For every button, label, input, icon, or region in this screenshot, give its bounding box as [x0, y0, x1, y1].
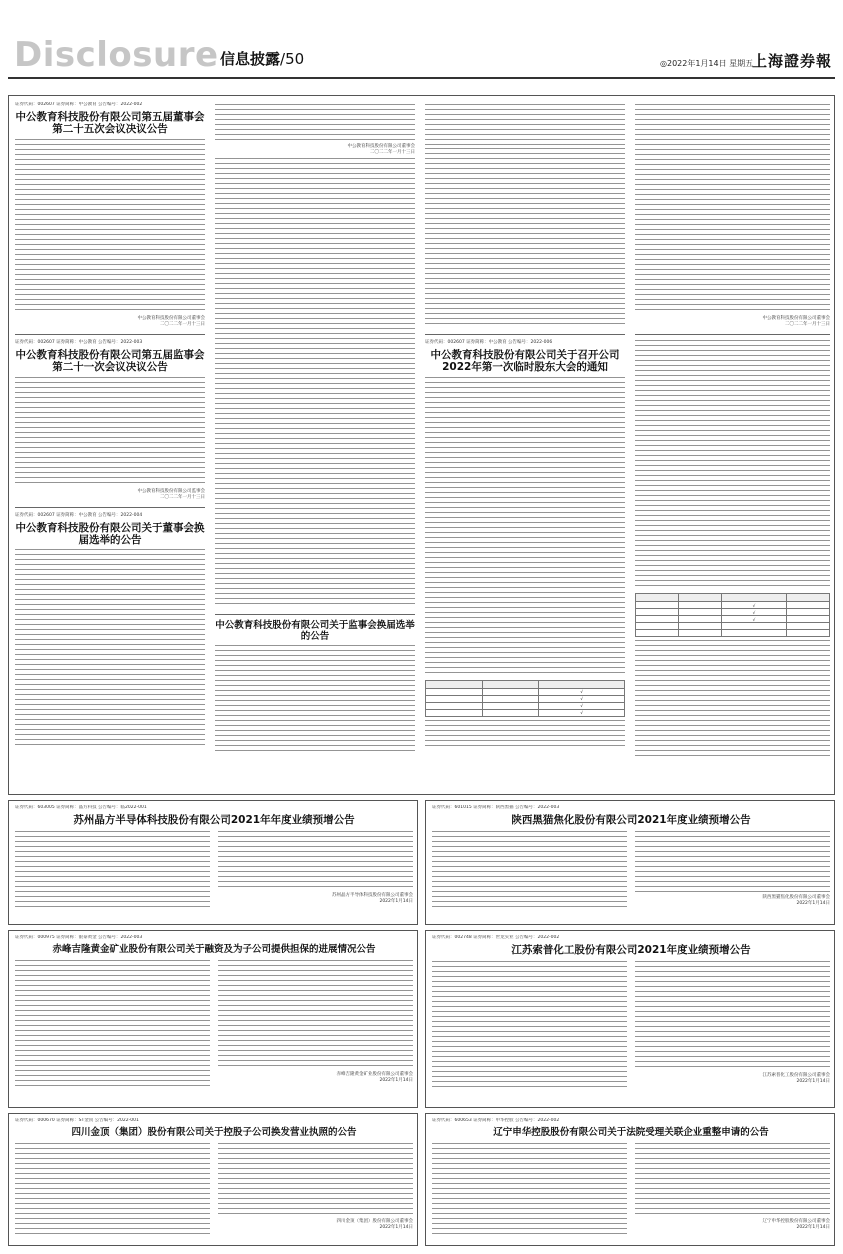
article-meta: 证券代码：603005 证券简称：晶方科技 公告编号：临2022-001 — [15, 805, 147, 810]
article-body-text — [15, 1143, 210, 1235]
article-body-text — [635, 640, 830, 760]
article-body-text — [15, 549, 205, 749]
article-meta: 证券代码：000975 证券简称：银泰黄金 公告编号：2022-003 — [15, 935, 143, 940]
article-signature: 中公教育科技股份有限公司监事会 二〇二二年一月十三日 — [137, 488, 205, 500]
newspaper-name: 上海證券報 — [752, 52, 833, 70]
article-signature: 辽宁申华控股股份有限公司董事会 2022年1月14日 — [762, 1219, 830, 1231]
article-meta: 证券代码：002748 证券简称：世龙实业 公告编号：2022-002 — [432, 935, 560, 940]
article-body-text — [635, 961, 830, 1071]
article-divider — [635, 334, 830, 335]
article-body-text — [215, 104, 415, 142]
section-name: 信息披露 — [220, 50, 281, 68]
article-body-text — [425, 377, 625, 677]
article-signature: 赤峰吉隆黄金矿业股份有限公司董事会 2022年1月14日 — [336, 1072, 413, 1084]
article-body-text — [15, 377, 205, 487]
notice-content — [15, 935, 413, 1105]
column-3 — [425, 102, 625, 790]
article-title: 中公教育科技股份有限公司关于监事会换届选举的公告 — [215, 620, 415, 643]
article-divider — [15, 334, 205, 335]
article-title: 中公教育科技股份有限公司第五届董事会第二十五次会议决议公告 — [15, 111, 205, 136]
column-4 — [635, 102, 830, 790]
jingfang-notice-block — [8, 800, 418, 925]
check-mark: √ — [539, 702, 625, 709]
article-body-text — [635, 831, 830, 893]
check-mark: √ — [721, 616, 786, 623]
article-meta: 证券代码：002607 证券简称：中公教育 公告编号：2022-006 — [425, 340, 553, 345]
page-number: /50 — [280, 50, 305, 68]
article-title: 辽宁申华控股股份有限公司关于法院受理关联企业重整申请的公告 — [493, 1127, 769, 1138]
article-title: 陕西黑猫焦化股份有限公司2021年度业绩预增公告 — [511, 814, 751, 826]
check-mark: √ — [539, 709, 625, 716]
article-body-text — [425, 104, 625, 146]
article-meta: 证券代码：002607 证券简称：中公教育 公告编号：2022-003 — [15, 339, 143, 345]
notice-content — [432, 935, 830, 1105]
article-title: 中公教育科技股份有限公司关于召开公司2022年第一次临时股东大会的通知 — [430, 349, 620, 374]
issue-date: ◎2022年1月14日 星期五 — [660, 59, 754, 68]
brand-logo: Disclosure — [14, 35, 219, 75]
article-body-text — [15, 960, 210, 1088]
notice-content — [432, 1118, 830, 1244]
notice-content — [432, 805, 830, 923]
article-signature: 中公教育科技股份有限公司董事会 二〇二二年一月十三日 — [137, 315, 205, 327]
article-signature: 江苏索普化工股份有限公司董事会 2022年1月14日 — [762, 1073, 830, 1085]
article-body-text — [15, 831, 210, 911]
article-body-text — [218, 1143, 413, 1217]
article-body-text — [425, 148, 625, 328]
article-body-text — [218, 960, 413, 1070]
article-body-text — [215, 158, 415, 608]
article-divider — [425, 334, 625, 335]
notice-content — [15, 1118, 413, 1244]
heimao-notice-block — [425, 800, 835, 925]
article-body-text — [215, 645, 415, 755]
article-signature: 中公教育科技股份有限公司董事会 二〇二二年一月十三日 — [347, 144, 415, 155]
article-body-text — [425, 720, 625, 748]
suopu-notice-block — [425, 930, 835, 1108]
section-title — [220, 48, 304, 69]
article-meta: 证券代码：601015 证券简称：陕西黑猫 公告编号：2022-003 — [432, 805, 560, 810]
chifeng-notice-block — [8, 930, 418, 1108]
article-body-text — [635, 104, 830, 314]
article-signature: 中公教育科技股份有限公司董事会 二〇二二年一月十三日 — [762, 316, 830, 327]
article-title: 四川金顶（集团）股份有限公司关于控股子公司换发营业执照的公告 — [71, 1127, 357, 1138]
article-title: 中公教育科技股份有限公司第五届监事会第二十一次会议决议公告 — [15, 348, 205, 374]
shenhua-notice-block — [425, 1113, 835, 1246]
article-body-text — [15, 139, 205, 314]
check-mark: √ — [539, 695, 625, 702]
notice-content — [15, 805, 413, 923]
vote-table — [635, 593, 830, 637]
article-meta: 证券代码：002607 证券简称：中公教育 公告编号：2022-004 — [15, 512, 143, 518]
column-2 — [215, 102, 415, 790]
proposal-table — [425, 680, 625, 717]
article-signature: 陕西黑猫焦化股份有限公司董事会 2022年1月14日 — [762, 895, 830, 907]
check-mark: √ — [721, 602, 786, 609]
masthead-rule — [8, 77, 835, 79]
article-title: 江苏索普化工股份有限公司2021年度业绩预增公告 — [511, 944, 751, 956]
article-body-text — [432, 961, 627, 1089]
check-mark: √ — [721, 609, 786, 616]
article-meta: 证券代码：000670 证券简称：ST金顶 公告编号：2022-001 — [15, 1118, 139, 1123]
article-body-text — [635, 1143, 830, 1217]
article-divider — [215, 614, 415, 615]
article-body-text — [635, 340, 830, 590]
article-signature: 苏州晶方半导体科技股份有限公司董事会 2022年1月14日 — [332, 893, 413, 905]
article-body-text — [218, 831, 413, 891]
article-title: 中公教育科技股份有限公司关于董事会换届选举的公告 — [15, 521, 205, 546]
article-title: 赤峰吉隆黄金矿业股份有限公司关于融资及为子公司提供担保的进展情况公告 — [52, 944, 376, 955]
zhonggong-announcements-block — [8, 95, 835, 795]
jinding-notice-block — [8, 1113, 418, 1246]
article-meta: 证券代码：002607 证券简称：中公教育 公告编号：2022-002 — [15, 102, 143, 107]
article-body-text — [432, 1143, 627, 1235]
masthead — [0, 0, 843, 90]
article-title: 苏州晶方半导体科技股份有限公司2021年年度业绩预增公告 — [73, 814, 355, 826]
check-mark: √ — [539, 688, 625, 695]
column-1 — [15, 102, 205, 790]
article-signature: 四川金顶（集团）股份有限公司董事会 2022年1月14日 — [336, 1219, 413, 1231]
article-divider — [15, 507, 205, 508]
article-body-text — [432, 831, 627, 911]
article-meta: 证券代码：600653 证券简称：申华控股 公告编号：2022-002 — [432, 1118, 560, 1123]
